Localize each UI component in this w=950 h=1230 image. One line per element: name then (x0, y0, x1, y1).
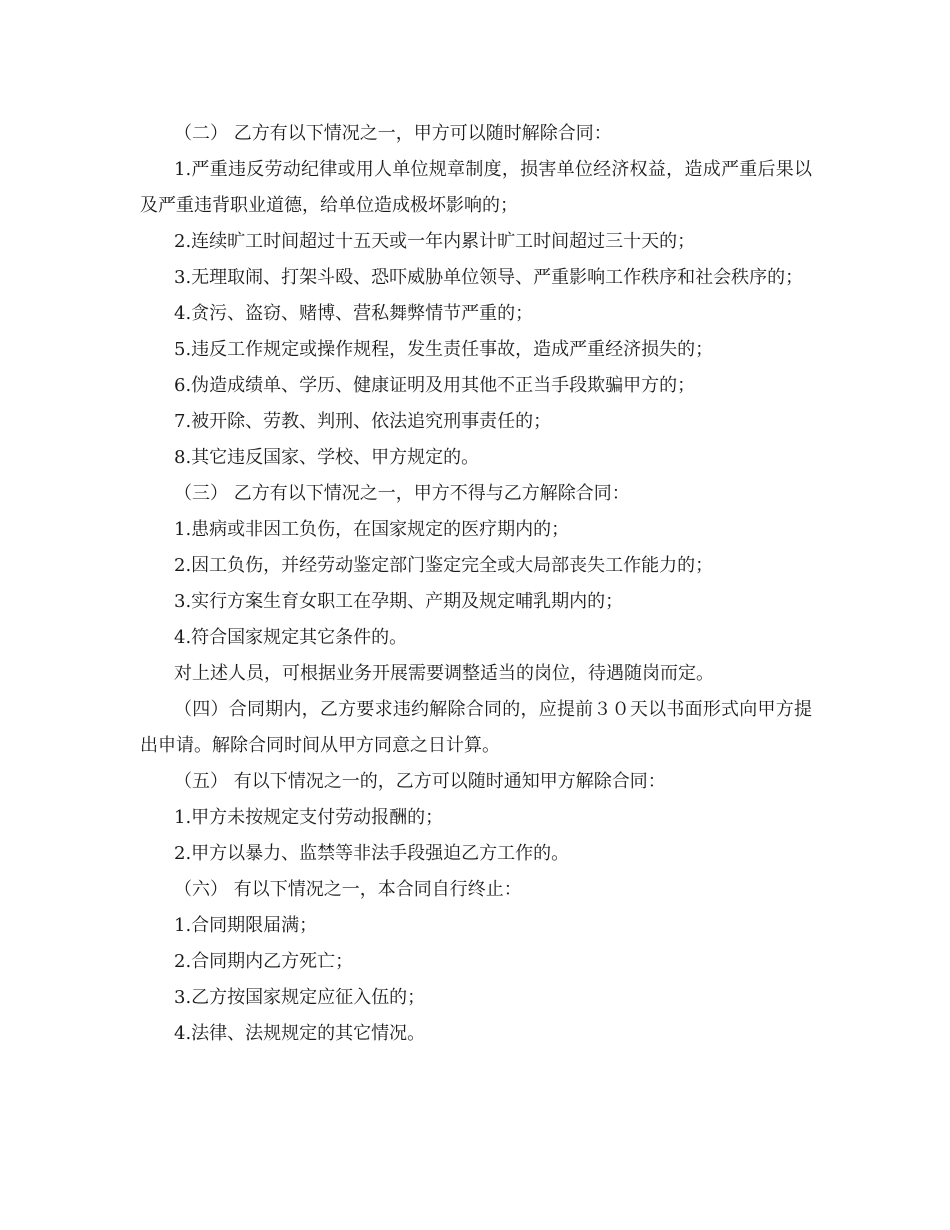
list-item: 1.患病或非因工负伤，在国家规定的医疗期内的； (174, 519, 570, 540)
list-item: 1.甲方未按规定支付劳动报酬的； (174, 807, 444, 828)
body-paragraph: 对上述人员，可根据业务开展需要调整适当的岗位，待遇随岗而定。 (174, 663, 714, 684)
list-item: 2.合同期内乙方死亡； (174, 951, 354, 972)
list-item: 6.伪造成绩单、学历、健康证明及用其他不正当手段欺骗甲方的； (174, 375, 696, 396)
section-heading-4: （四）合同期内，乙方要求违约解除合同的，应提前３０天以书面形式向甲方提出申请。解除合同时间从甲方同意之日计算。 (140, 699, 812, 756)
section-heading-5: （五） 有以下情况之一的，乙方可以随时通知甲方解除合同： (174, 771, 666, 792)
list-item: 4.符合国家规定其它条件的。 (174, 627, 408, 648)
document-body (140, 116, 812, 1052)
list-item: 2.连续旷工时间超过十五天或一年内累计旷工时间超过三十天的； (174, 231, 696, 252)
list-item: 2.因工负伤，并经劳动鉴定部门鉴定完全或大局部丧失工作能力的； (174, 555, 714, 576)
list-item: 4.法律、法规规定的其它情况。 (174, 1023, 426, 1044)
list-item: 4.贪污、盗窃、赌博、营私舞弊情节严重的； (174, 303, 534, 324)
section-heading-6: （六） 有以下情况之一，本合同自行终止： (174, 879, 522, 900)
list-item: 8.其它违反国家、学校、甲方规定的。 (174, 447, 480, 468)
list-item: 7.被开除、劳教、判刑、依法追究刑事责任的； (174, 411, 552, 432)
list-item: 3.实行方案生育女职工在孕期、产期及规定哺乳期内的； (174, 591, 624, 612)
section-heading-2: （二） 乙方有以下情况之一，甲方可以随时解除合同： (174, 123, 612, 144)
list-item: 3.无理取闹、打架斗殴、恐吓威胁单位领导、严重影响工作秩序和社会秩序的； (174, 267, 804, 288)
list-item: 3.乙方按国家规定应征入伍的； (174, 987, 426, 1008)
list-item: 1.合同期限届满； (174, 915, 318, 936)
list-item: 2.甲方以暴力、监禁等非法手段强迫乙方工作的。 (174, 843, 570, 864)
section-heading-3: （三） 乙方有以下情况之一，甲方不得与乙方解除合同： (174, 483, 630, 504)
list-item: 5.违反工作规定或操作规程，发生责任事故，造成严重经济损失的； (174, 339, 714, 360)
list-item: 1.严重违反劳动纪律或用人单位规章制度，损害单位经济权益，造成严重后果以及严重违背职业道德，给单位造成极坏影响的； (140, 159, 812, 216)
